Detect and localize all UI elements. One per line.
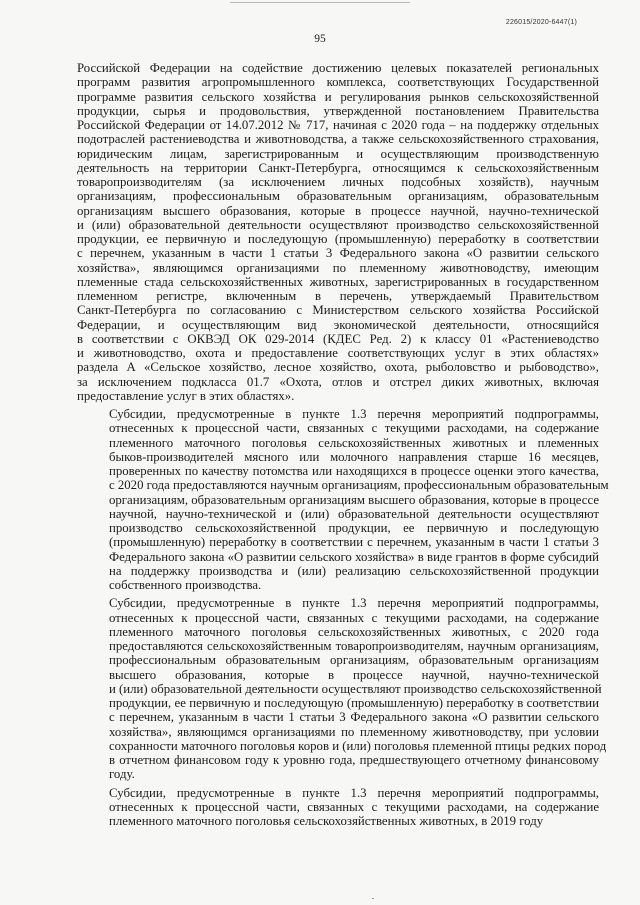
page-number: 95 <box>314 33 326 45</box>
text-line: производство сельскохозяйственной продукции, ее первичную и последующую <box>109 521 599 535</box>
text-line: племенного маточного поголовья сельскохозяйственных животных, в 2019 году <box>109 814 544 828</box>
text-line: юридическим лицам, зарегистрированным и осуществляющим производственную <box>77 146 599 161</box>
text-line: организациям, профессиональным образовательным организациям, образовательным <box>77 189 599 204</box>
text-line: программ развития агропромышленного комплекса, соответствующих Государственной <box>77 75 599 90</box>
text-line: продукции, ее первичную и последующую (промышленную) переработку в соответствии <box>77 232 599 246</box>
text-line: племенные стада сельскохозяйственных животных, зарегистрированных в государственном <box>77 274 599 289</box>
text-line: с 2020 года предоставляются научным организациям, профессиональным образовательным <box>109 478 609 493</box>
text-line: Субсидии, предусмотренные в пункте 1.3 перечня мероприятий подпрограммы, <box>109 785 599 800</box>
text-line: Федерального закона «О развитии сельского хозяйства» в виде грантов в форме субсидий <box>109 549 599 564</box>
text-line: за исключением подкласса 01.7 «Охота, отлов и отстрел диких животных, включая <box>77 374 599 389</box>
paragraph <box>77 407 609 592</box>
paragraph <box>77 61 599 403</box>
text-line: Санкт-Петербурга по согласованию с Министерством сельского хозяйства Российской <box>77 303 599 318</box>
text-line: с перечнем, указанным в части 1 статьи 3 Федерального закона «О развитии сельского <box>109 710 599 725</box>
text-line: отнесенных к процессной части, связанных с текущими расходами, на содержание <box>109 421 599 436</box>
text-line: сохранности маточного поголовья коров и (или) поголовья племенной птицы редких пород <box>109 738 607 753</box>
text-line: раздела А «Сельское хозяйство, лесное хозяйство, охота, рыболовство и рыбоводство», <box>77 360 599 375</box>
text-line: племенного маточного поголовья сельскохозяйственных животных, с 2020 года <box>109 624 599 639</box>
text-line: племенном регистре, включенным в перечень, утверждаемый Правительством <box>77 289 599 303</box>
text-line: собственного производства. <box>109 578 262 592</box>
text-line: предоставляются сельскохозяйственным товаропроизводителям, научным организациям, <box>109 639 599 653</box>
text-line: проверенных по качеству потомства или находящихся в процессе оценки этого качества, <box>109 464 599 478</box>
document-body <box>77 61 609 832</box>
text-line: продукции, ее первичную и последующую (промышленную) переработку в соответствии <box>109 696 599 710</box>
text-line: высшего образования, которые в процессе научной, научно-технической <box>109 667 599 682</box>
text-line: подотраслей растениеводства и животноводства, а также сельскохозяйственного страхования, <box>77 132 599 147</box>
text-line: в соответствии с ОКВЭД ОК 029-2014 (КДЕС Ред. 2) к классу 01 «Растениеводство <box>77 331 599 346</box>
text-line: и (или) образовательной деятельности осуществляют производство сельскохозяйственной <box>109 681 602 696</box>
paragraph <box>77 786 599 829</box>
text-line: профессиональным образовательным организациям, образовательным организациям <box>109 653 599 668</box>
text-line: году. <box>109 767 135 782</box>
paragraph <box>77 596 607 782</box>
text-line: отнесенных к процессной части, связанных с текущими расходами, на содержание <box>109 610 599 625</box>
text-line: товаропроизводителям (за исключением личных подсобных хозяйств), научным <box>77 175 599 189</box>
text-line: Субсидии, предусмотренные в пункте 1.3 перечня мероприятий подпрограммы, <box>109 407 599 421</box>
text-line: продукции, сырья и продовольствия, утвержденной постановлением Правительства <box>77 103 599 118</box>
text-line: Субсидии, предусмотренные в пункте 1.3 перечня мероприятий подпрограммы, <box>109 596 599 611</box>
scan-artifact <box>372 898 374 899</box>
text-line: на поддержку производства и (или) реализацию сельскохозяйственной продукции <box>109 563 599 578</box>
text-line: Федерации, и осуществляющим вид экономической деятельности, относящийся <box>77 317 599 332</box>
text-line: организациям высшего образования, которые в процессе научной, научно-технической <box>77 203 599 218</box>
text-line: организациям, образовательным организациям высшего образования, которые в процессе <box>109 492 599 507</box>
text-line: программе развития сельского хозяйства и регулирования рынков сельскохозяйственной <box>77 89 599 104</box>
text-line: Российской Федерации на содействие достижению целевых показателей региональных <box>77 61 599 75</box>
text-line: (промышленную) переработку в соответствии с перечнем, указанным в части 1 статьи 3 <box>109 535 599 550</box>
text-line: научной, научно-технической и (или) образовательной деятельности осуществляют <box>109 506 599 521</box>
text-line: с перечнем, указанным в части 1 статьи 3 Федерального закона «О развитии сельского <box>77 246 599 261</box>
document-id: 226015/2020-6447(1) <box>505 19 577 26</box>
scan-top-line <box>230 2 410 3</box>
text-line: и животноводство, охота и предоставление соответствующих услуг в этих областях» <box>77 346 599 360</box>
text-line: предоставление услуг в этих областях». <box>77 388 295 403</box>
text-line: племенного маточного поголовья сельскохозяйственных животных и племенных <box>109 435 599 450</box>
text-line: быков-производителей мясного или молочного направления старше 16 месяцев, <box>109 449 599 464</box>
text-line: Российской Федерации от 14.07.2012 № 717, начиная с 2020 года – на поддержку отдельных <box>77 118 599 132</box>
text-line: деятельность на территории Санкт-Петербурга, относящимся к сельскохозяйственным <box>77 160 599 175</box>
text-line: отнесенных к процессной части, связанных с текущими расходами, на содержание <box>109 799 599 814</box>
text-line: хозяйства», являющимся организациями по племенному животноводству, имеющим <box>77 260 599 275</box>
text-line: в отчетном финансовом году к уровню года, предшествующего отчетному финансовому <box>109 753 599 767</box>
text-line: хозяйства», являющимся организациями по племенному животноводству, при условии <box>109 724 599 739</box>
text-line: и (или) образовательной деятельности осуществляют производство сельскохозяйственной <box>77 217 599 232</box>
